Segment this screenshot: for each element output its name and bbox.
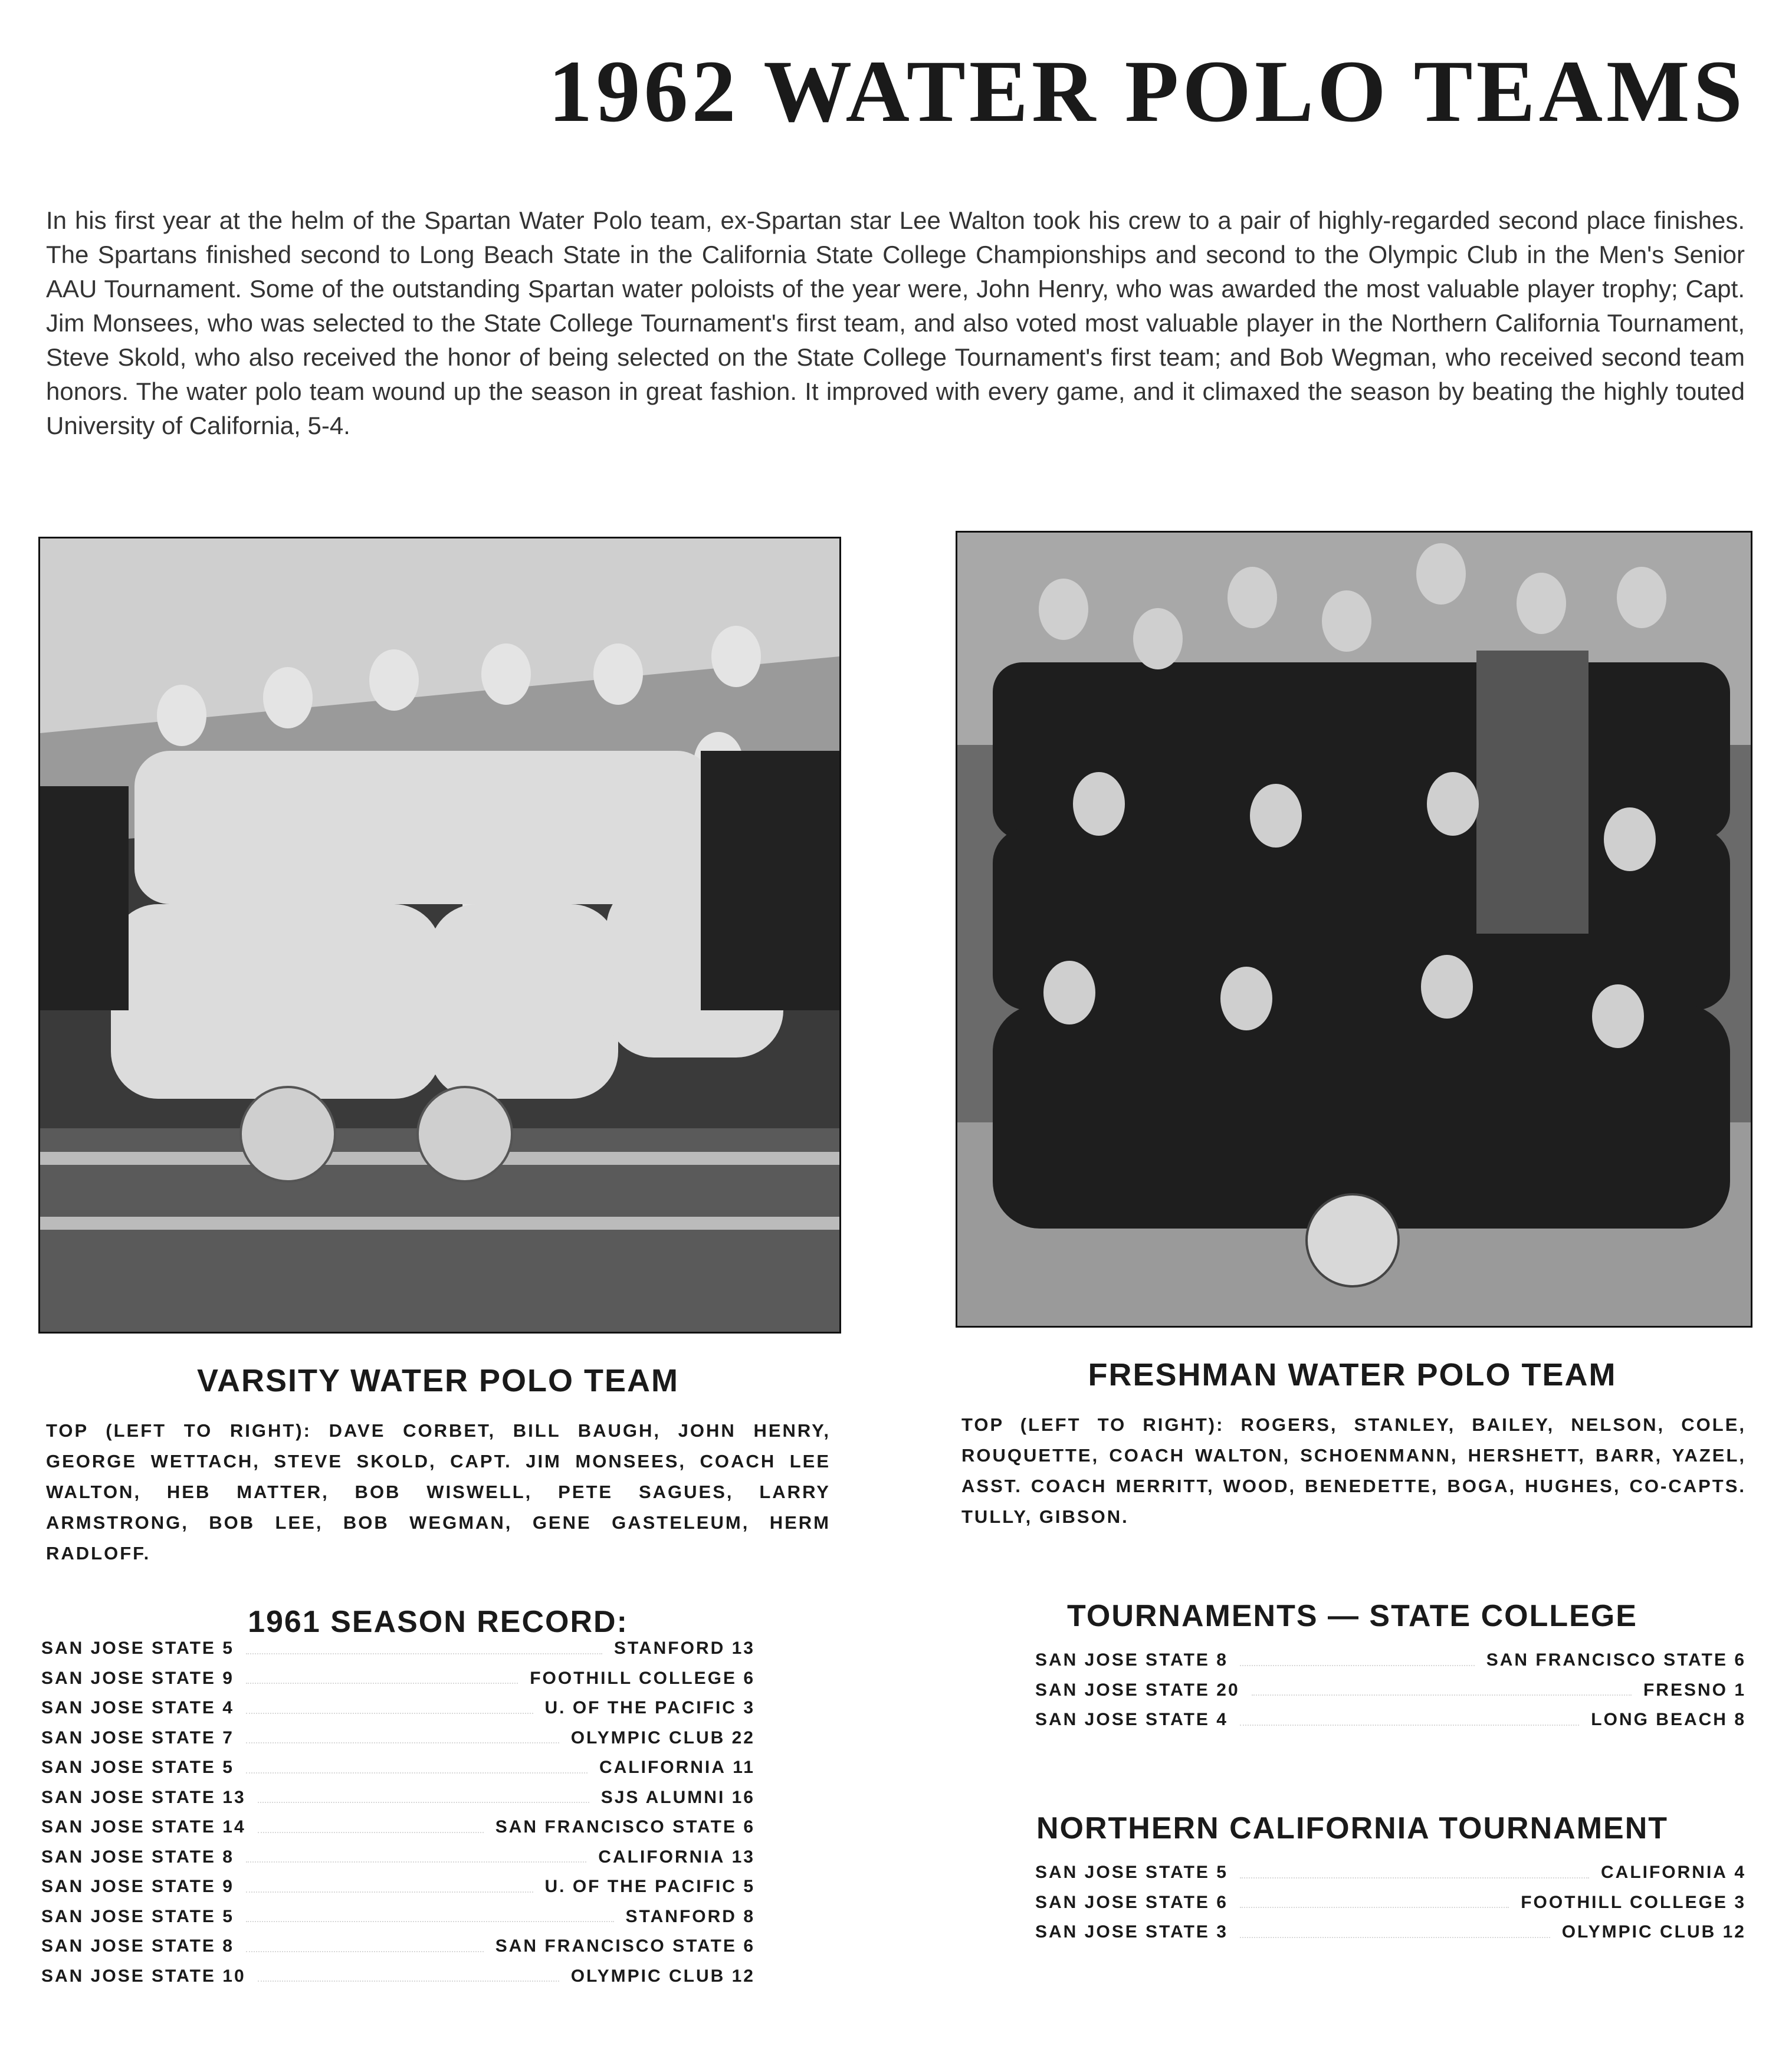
intro-paragraph: In his first year at the helm of the Spartan Water Polo team, ex-Spartan star Lee Walton took his crew to a pair of highly-regarded second place finishes. The Spartans finished second to Long Beach State in the California State College Championships and second to the Olympic Club in the Men's Senior AAU Tournament. Some of the outstanding Spartan water poloists of the year were, John Henry, who was awarded the most valuable player trophy; Capt. Jim Monsees, who was selected to the State College Tournament's first team, and also voted most valuable player in the Northern California Tournament, Steve Skold, who also received the honor of being selected on the State College Tournament's first team; and Bob Wegman, who received second team honors. The water polo team wound up the season in great fashion. It improved with every game, and it climaxed the season by beating the highly touted University of California, 5-4. — [46, 206, 1745, 439]
team: SAN JOSE STATE — [41, 1728, 216, 1748]
opponent: LONG BEACH — [1591, 1710, 1728, 1729]
team: SAN JOSE STATE — [41, 1787, 216, 1807]
team: SAN JOSE STATE — [41, 1668, 216, 1688]
team: SAN JOSE STATE — [1035, 1863, 1210, 1882]
opponent: CALIFORNIA — [1600, 1863, 1728, 1882]
opponent-score: 22 — [731, 1728, 755, 1748]
team: SAN JOSE STATE — [1035, 1892, 1210, 1912]
score: 13 — [222, 1787, 246, 1807]
team: SAN JOSE STATE — [41, 1906, 216, 1926]
season-row — [41, 1962, 755, 1992]
opponent-score: 3 — [1734, 1892, 1746, 1912]
score: 5 — [222, 1906, 234, 1926]
score: 5 — [1216, 1863, 1228, 1882]
opponent: FOOTHILL COLLEGE — [530, 1668, 737, 1688]
season-row — [41, 1634, 755, 1664]
opponent: U. OF THE PACIFIC — [544, 1877, 737, 1896]
northern-california-row — [1035, 1917, 1746, 1948]
score: 10 — [222, 1966, 246, 1986]
varsity-names: TOP (LEFT TO RIGHT): DAVE CORBET, BILL BAUGH, JOHN HENRY, GEORGE WETTACH, STEVE SKOLD, CAPT. JIM MONSEES, COACH LEE WALTON, HEB MATTER, BOB WISWELL, PETE SAGUES, LARRY ARMSTRONG, BOB LEE, BOB WEGMAN, GENE GASTELEUM, HERM RADLOFF. — [46, 1420, 831, 1564]
freshman-caption-title: FRESHMAN WATER POLO TEAM — [1088, 1357, 1617, 1393]
season-row — [41, 1753, 755, 1783]
opponent-score: 8 — [743, 1906, 755, 1926]
season-row — [41, 1664, 755, 1694]
team: SAN JOSE STATE — [1035, 1922, 1210, 1942]
opponent-score: 12 — [731, 1966, 755, 1986]
opponent: STANFORD — [625, 1906, 737, 1926]
score: 4 — [1216, 1710, 1228, 1729]
opponent: FRESNO — [1643, 1680, 1728, 1700]
opponent-score: 8 — [1734, 1710, 1746, 1729]
state-college-title: TOURNAMENTS — STATE COLLEGE — [1067, 1599, 1637, 1633]
opponent-score: 6 — [743, 1936, 755, 1956]
northern-california-list — [1035, 1858, 1746, 1948]
opponent-score: 13 — [731, 1847, 755, 1867]
team: SAN JOSE STATE — [41, 1936, 216, 1956]
opponent: CALIFORNIA — [599, 1758, 726, 1777]
season-row — [41, 1932, 755, 1962]
score: 9 — [222, 1668, 234, 1688]
team: SAN JOSE STATE — [41, 1847, 216, 1867]
opponent: OLYMPIC CLUB — [570, 1966, 726, 1986]
opponent-score: 4 — [1734, 1863, 1746, 1882]
opponent-score: 6 — [743, 1668, 755, 1688]
opponent: OLYMPIC CLUB — [1561, 1922, 1716, 1942]
opponent-score: 12 — [1722, 1922, 1746, 1942]
opponent: STANFORD — [613, 1638, 726, 1658]
opponent: FOOTHILL COLLEGE — [1521, 1892, 1728, 1912]
team: SAN JOSE STATE — [1035, 1650, 1210, 1670]
opponent-score: 1 — [1734, 1680, 1746, 1700]
season-row — [41, 1812, 755, 1843]
team: SAN JOSE STATE — [41, 1877, 216, 1896]
team: SAN JOSE STATE — [41, 1817, 216, 1837]
state-college-row — [1035, 1705, 1746, 1735]
team: SAN JOSE STATE — [1035, 1680, 1210, 1700]
score: 6 — [1216, 1892, 1228, 1912]
score: 5 — [222, 1758, 234, 1777]
opponent-score: 6 — [1734, 1650, 1746, 1670]
season-record-title: 1961 SEASON RECORD: — [248, 1605, 628, 1639]
score: 20 — [1216, 1680, 1240, 1700]
team: SAN JOSE STATE — [41, 1638, 216, 1658]
northern-california-title: NORTHERN CALIFORNIA TOURNAMENT — [1036, 1811, 1669, 1845]
score: 8 — [222, 1847, 234, 1867]
opponent: CALIFORNIA — [598, 1847, 726, 1867]
page-title: 1962 WATER POLO TEAMS — [548, 42, 1746, 140]
season-row — [41, 1902, 755, 1932]
state-college-row — [1035, 1646, 1746, 1676]
score: 5 — [222, 1638, 234, 1658]
varsity-team-photo — [38, 537, 841, 1334]
season-row — [41, 1872, 755, 1902]
score: 9 — [222, 1877, 234, 1896]
season-row — [41, 1783, 755, 1813]
opponent: SAN FRANCISCO STATE — [495, 1936, 737, 1956]
state-college-list — [1035, 1646, 1746, 1735]
team: SAN JOSE STATE — [41, 1698, 216, 1717]
score: 8 — [222, 1936, 234, 1956]
opponent-score: 6 — [743, 1817, 755, 1837]
freshman-team-photo — [956, 531, 1752, 1328]
season-row — [41, 1843, 755, 1873]
team: SAN JOSE STATE — [41, 1966, 216, 1986]
team: SAN JOSE STATE — [1035, 1710, 1210, 1729]
opponent-score: 13 — [731, 1638, 755, 1658]
opponent-score: 16 — [731, 1787, 755, 1807]
score: 4 — [222, 1698, 234, 1717]
varsity-caption-title: VARSITY WATER POLO TEAM — [196, 1363, 680, 1398]
score: 8 — [1216, 1650, 1228, 1670]
season-record-list — [41, 1634, 755, 1991]
opponent-score: 11 — [733, 1758, 755, 1777]
opponent: SAN FRANCISCO STATE — [1486, 1650, 1728, 1670]
opponent: SJS ALUMNI — [600, 1787, 726, 1807]
score: 7 — [222, 1728, 234, 1748]
season-row — [41, 1693, 755, 1723]
team: SAN JOSE STATE — [41, 1758, 216, 1777]
opponent-score: 5 — [743, 1877, 755, 1896]
opponent: OLYMPIC CLUB — [570, 1728, 726, 1748]
season-row — [41, 1723, 755, 1753]
state-college-row — [1035, 1676, 1746, 1706]
northern-california-row — [1035, 1888, 1746, 1918]
opponent: SAN FRANCISCO STATE — [495, 1817, 737, 1837]
opponent: U. OF THE PACIFIC — [544, 1698, 737, 1717]
northern-california-row — [1035, 1858, 1746, 1888]
score: 3 — [1216, 1922, 1228, 1942]
freshman-names: TOP (LEFT TO RIGHT): ROGERS, STANLEY, BAILEY, NELSON, COLE, ROUQUETTE, COACH WALTON, SCHOENMANN, HERSHETT, BARR, YAZEL, ASST. COACH MERRITT, WOOD, BENEDETTE, BOGA, HUGHES, CO-CAPTS. TULLY, GIBSON. — [961, 1414, 1746, 1527]
opponent-score: 3 — [743, 1698, 755, 1717]
score: 14 — [222, 1817, 246, 1837]
